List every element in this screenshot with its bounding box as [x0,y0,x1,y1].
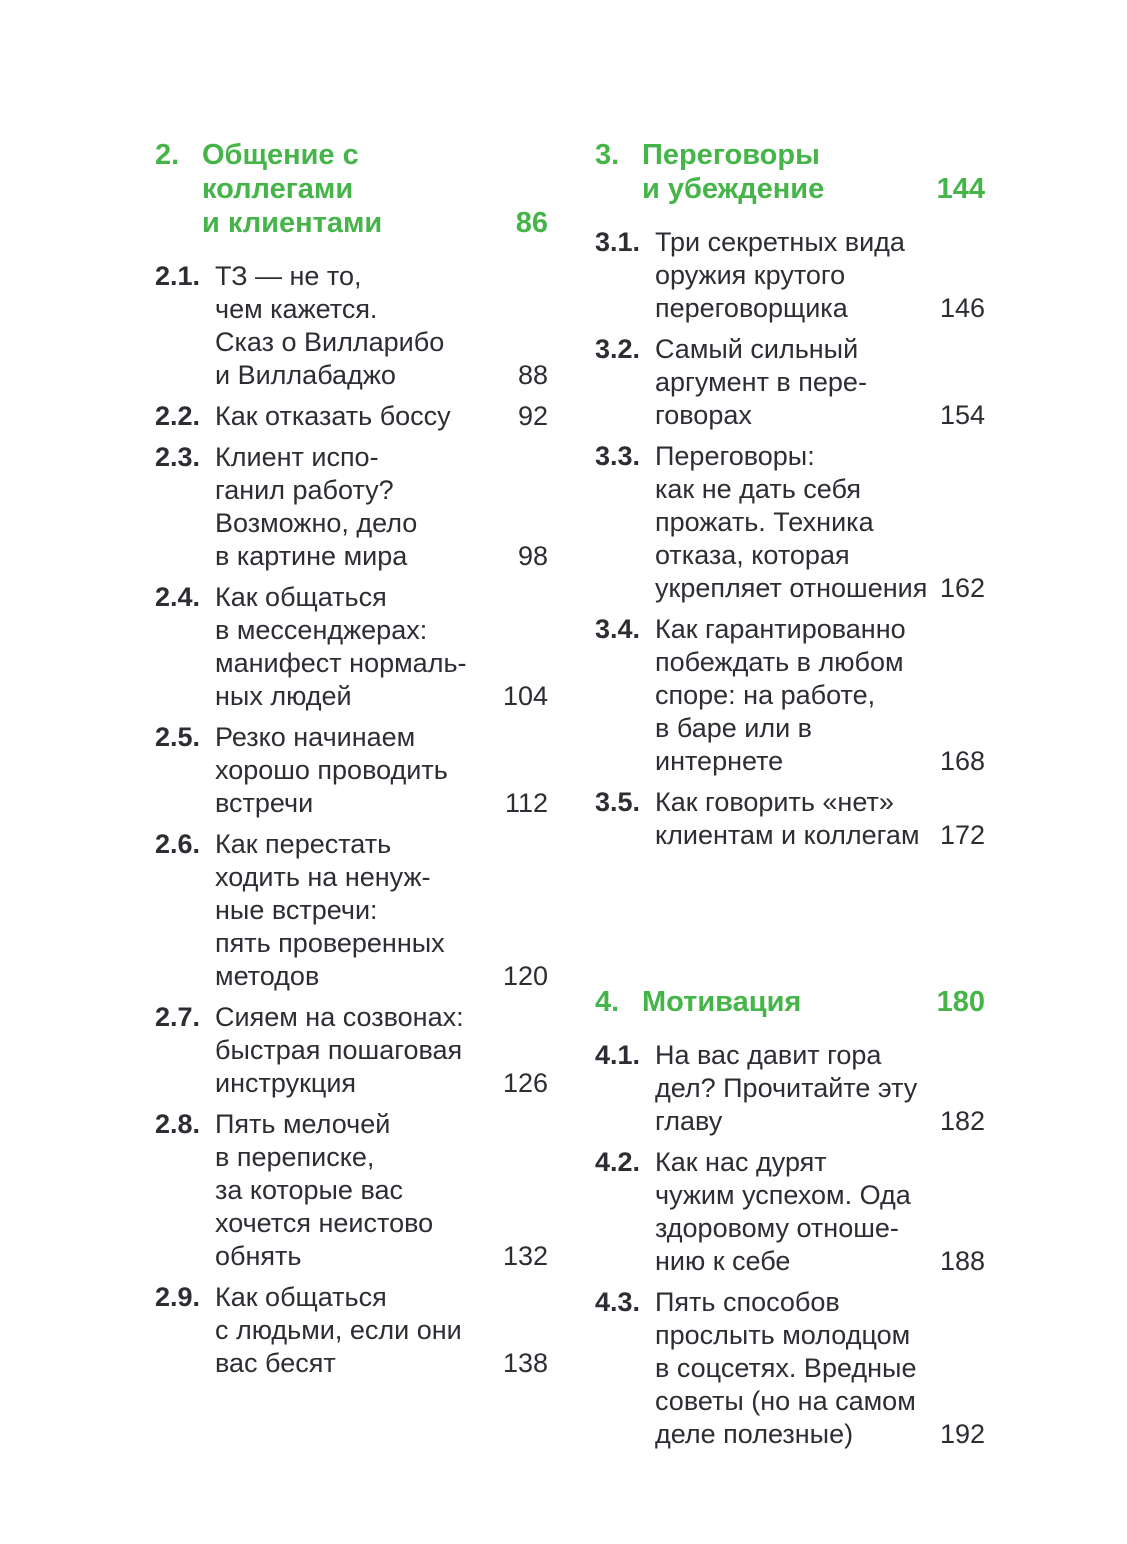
entry-page-number: 138 [502,1348,548,1378]
entry-title-line: Сияем на созвонах: [215,1002,464,1032]
entry-number: 2.3. [155,442,201,472]
entry-title-line: быстрая пошаговая [215,1035,463,1065]
toc-column-2 [595,138,985,1459]
entry-page-number: 146 [939,293,985,323]
entry-number: 2.4. [155,582,201,612]
entry-title-line: Резко начинаем [215,722,416,752]
entry-title-line: с людьми, если они [215,1315,462,1345]
entry-title-line: Самый сильный [655,334,859,364]
chapter-title [642,985,937,1019]
chapter-title-line: и убеждение [642,173,825,205]
entry-title-line: Переговоры: [655,441,815,471]
entry-title [655,440,932,605]
entry-title-line: вас бесят [215,1348,336,1378]
toc-entry [155,581,548,713]
entry-number: 2.7. [155,1002,201,1032]
toc-entry [595,1146,985,1278]
entry-title-line: чем кажется. [215,294,378,324]
entry-title-line: ТЗ — не то, [215,261,362,291]
entry-title-line: отказа, которая [655,540,850,570]
chapter-number: 4. [595,986,620,1018]
entry-page-number: 126 [502,1068,548,1098]
entry-title-line: за которые вас [215,1175,404,1205]
chapter-number: 3. [595,139,620,171]
entry-title-line: инструкция [215,1068,357,1098]
toc-entry [155,441,548,573]
entry-title [655,613,932,778]
entry-title-line: Как отказать боссу [215,401,451,431]
entry-page-number: 88 [517,360,548,390]
entry-title-line: Как общаться [215,582,387,612]
toc-entry [155,1281,548,1380]
entry-title-line: обнять [215,1241,302,1271]
entry-number: 3.1. [595,227,641,257]
entry-title [215,1281,495,1380]
entry-number: 2.6. [155,829,201,859]
entry-page-number: 112 [504,788,548,818]
entry-title-line: встречи [215,788,314,818]
entry-title-line: укрепляет отношения [655,573,928,603]
entry-title-line: Клиент испо- [215,442,379,472]
entry-title-line: как не дать себя [655,474,861,504]
entry-title-line: ганил работу? [215,475,394,505]
entry-title [215,828,495,993]
chapter-title [642,138,937,206]
chapter-section [595,985,985,1451]
toc-entry [595,1039,985,1138]
toc-entry [155,721,548,820]
entry-title-line: ные встречи: [215,895,378,925]
entry-number: 3.4. [595,614,641,644]
toc-entry [155,260,548,392]
toc-column-1 [155,138,548,1388]
entry-title-line: На вас давит гора [655,1040,882,1070]
toc-columns [155,138,985,1459]
entry-title-line: методов [215,961,320,991]
entry-page-number: 120 [502,961,548,991]
chapter-section [155,138,548,1380]
entry-page-number: 182 [939,1106,985,1136]
chapter-page-number: 180 [936,986,985,1018]
entry-title-line: в картине мира [215,541,408,571]
entry-page-number: 154 [939,400,985,430]
entry-title-line: главу [655,1106,723,1136]
toc-entry [595,1286,985,1451]
entry-title [215,721,497,820]
entry-title [215,1001,495,1100]
entry-page-number: 188 [939,1246,985,1276]
toc-entry [155,828,548,993]
entry-title [215,260,510,392]
toc-entry [595,786,985,852]
entry-number: 4.1. [595,1040,641,1070]
entry-title-line: Как гарантированно [655,614,906,644]
toc-entry [155,1108,548,1273]
entry-page-number: 162 [939,573,985,603]
entry-page-number: 104 [502,681,548,711]
toc-entry [595,613,985,778]
toc-entry [595,440,985,605]
entry-title [655,226,932,325]
entry-page-number: 98 [517,541,548,571]
entry-number: 4.3. [595,1287,641,1317]
entry-title-line: ходить на ненуж- [215,862,431,892]
entry-title-line: Как говорить «нет» [655,787,894,817]
entry-title-line: прожать. Техника [655,507,874,537]
entry-title [215,400,510,433]
entry-title-line: чужим успехом. Ода [655,1180,911,1210]
entry-title-line: ных людей [215,681,352,711]
entry-title-line: в мессенджерах: [215,615,428,645]
toc-entry [155,1001,548,1100]
entry-number: 2.8. [155,1109,201,1139]
entry-page-number: 168 [939,746,985,776]
entry-page-number: 132 [502,1241,548,1271]
toc-entry [595,333,985,432]
entry-title [655,1286,932,1451]
entry-title-line: Как общаться [215,1282,387,1312]
entry-title-line: Три секретных вида [655,227,905,257]
entry-number: 4.2. [595,1147,641,1177]
entry-title-line: Как перестать [215,829,392,859]
entry-title-line: Пять способов [655,1287,840,1317]
entry-title-line: споре: на работе, [655,680,876,710]
entry-title [215,441,510,573]
entry-title [215,581,495,713]
entry-title-line: деле полезные) [655,1419,854,1449]
entry-title-line: Как нас дурят [655,1147,827,1177]
entry-title-line: здоровому отноше- [655,1213,899,1243]
entry-page-number: 92 [517,401,548,431]
entry-title-line: аргумент в пере- [655,367,867,397]
toc-entry [595,226,985,325]
chapter-page-number: 144 [936,173,985,205]
entry-title-line: прослыть молодцом [655,1320,911,1350]
entry-number: 2.9. [155,1282,201,1312]
entry-title-line: и Виллабаджо [215,360,396,390]
chapter-title [202,138,516,240]
entry-title [215,1108,495,1273]
entry-number: 3.5. [595,787,641,817]
chapter-number: 2. [155,139,180,171]
entry-title-line: манифест нормаль- [215,648,467,678]
entry-title-line: в баре или в интернете [655,713,813,776]
entry-title-line: в соцсетях. Вредные [655,1353,917,1383]
entry-title-line: говорах [655,400,752,430]
entry-title-line: нию к себе [655,1246,791,1276]
chapter-title-line: Мотивация [642,986,802,1018]
entry-title [655,786,932,852]
entry-title-line: хочется неистово [215,1208,434,1238]
entry-title-line: побеждать в любом [655,647,904,677]
chapter-heading [155,138,548,240]
chapter-title-line: и клиентами [202,207,383,239]
entry-number: 2.5. [155,722,201,752]
chapter-title-line: Общение с коллегами [202,139,359,205]
entry-title [655,333,932,432]
entry-page-number: 172 [939,820,985,850]
chapter-page-number: 86 [515,207,548,239]
entry-title-line: дел? Прочитайте эту [655,1073,918,1103]
entry-title-line: в переписке, [215,1142,375,1172]
entry-title [655,1146,932,1278]
entry-number: 3.3. [595,441,641,471]
entry-number: 2.2. [155,401,201,431]
entry-title-line: Возможно, дело [215,508,418,538]
entry-title-line: клиентам и коллегам [655,820,920,850]
chapter-heading [595,138,985,206]
entry-title-line: переговорщика [655,293,848,323]
entry-title-line: оружия крутого [655,260,846,290]
entry-title-line: Пять мелочей [215,1109,391,1139]
entry-title-line: Сказ о Вилларибо [215,327,445,357]
chapter-heading [595,985,985,1019]
entry-number: 2.1. [155,261,201,291]
entry-title [655,1039,932,1138]
entry-title-line: хорошо проводить [215,755,448,785]
entry-number: 3.2. [595,334,641,364]
chapter-title-line: Переговоры [642,139,820,171]
chapter-section [595,138,985,852]
entry-title-line: советы (но на самом [655,1386,916,1416]
entry-page-number: 192 [939,1419,985,1449]
entry-title-line: пять проверенных [215,928,445,958]
toc-entry [155,400,548,433]
